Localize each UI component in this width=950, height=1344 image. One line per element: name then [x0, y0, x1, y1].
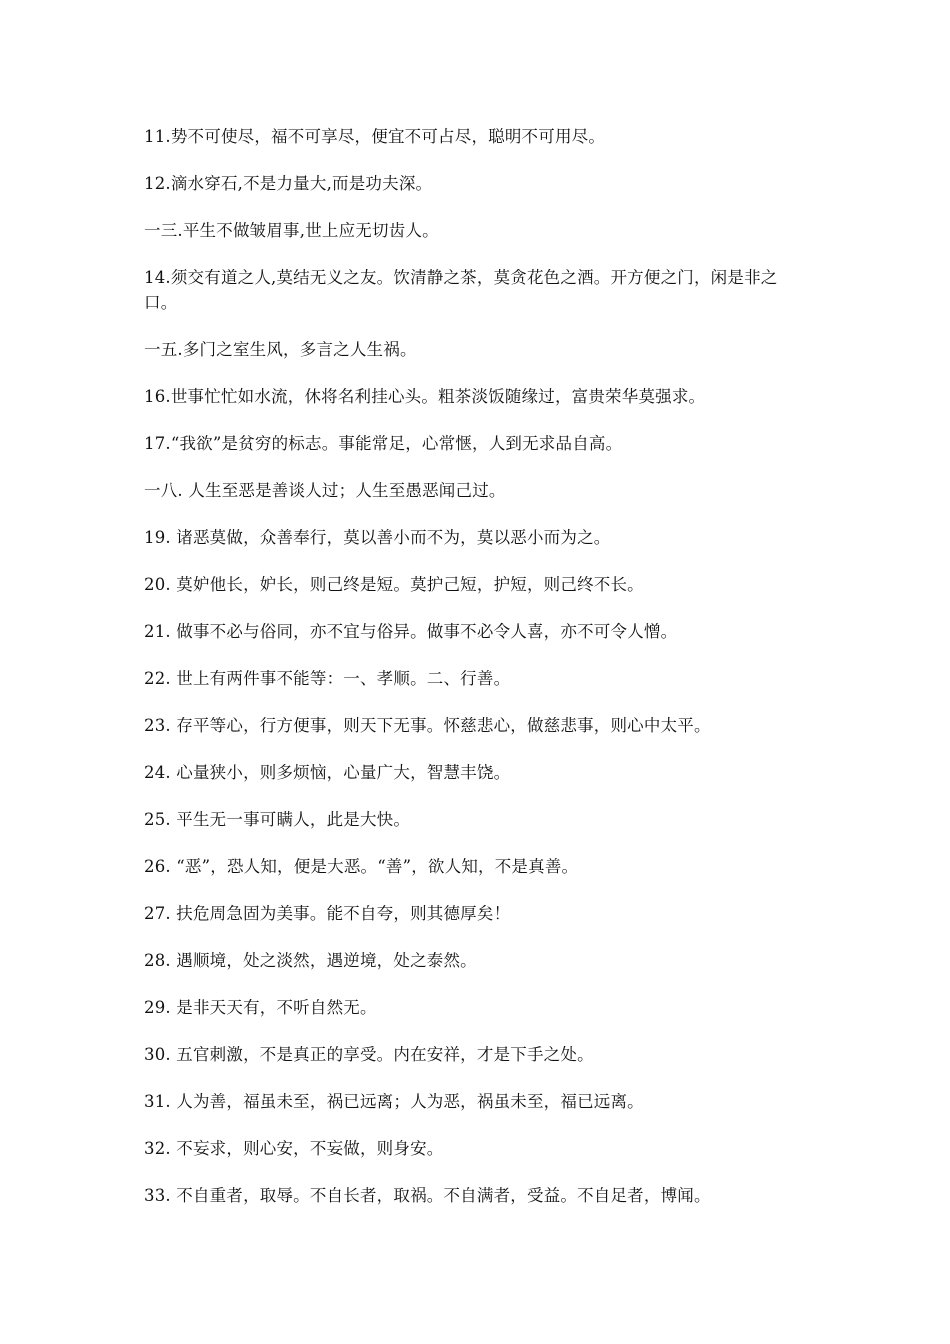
list-item: 23. 存平等心，行方便事，则天下无事。怀慈悲心，做慈悲事，则心中太平。: [144, 716, 711, 735]
list-item: 33. 不自重者，取辱。不自长者，取祸。不自满者，受益。不自足者，博闻。: [144, 1186, 711, 1205]
quote-list: [144, 124, 804, 1230]
list-item: 11.势不可使尽，福不可享尽，便宜不可占尽，聪明不可用尽。: [144, 127, 606, 146]
list-item: 29. 是非天天有，不听自然无。: [144, 998, 377, 1017]
list-item: 14.须交有道之人,莫结无义之友。饮清静之茶，莫贪花色之酒。开方便之门，闲是非之口。: [144, 268, 778, 312]
list-item: 26. “恶”，恐人知，便是大恶。“善”，欲人知，不是真善。: [144, 857, 579, 876]
list-item: 32. 不妄求，则心安，不妄做，则身安。: [144, 1139, 444, 1158]
list-item: 21. 做事不必与俗同，亦不宜与俗异。做事不必令人喜，亦不可令人憎。: [144, 622, 678, 641]
list-item: 20. 莫妒他长，妒长，则己终是短。莫护己短，护短，则己终不长。: [144, 575, 644, 594]
list-item: 30. 五官刺激，不是真正的享受。内在安祥，才是下手之处。: [144, 1045, 594, 1064]
list-item: 28. 遇顺境，处之淡然，遇逆境，处之泰然。: [144, 951, 477, 970]
list-item: 一三.平生不做皱眉事,世上应无切齿人。: [144, 221, 439, 240]
list-item: 一五.多门之室生风，多言之人生祸。: [144, 340, 417, 359]
list-item: 27. 扶危周急固为美事。能不自夸，则其德厚矣！: [144, 904, 511, 923]
list-item: 一八. 人生至恶是善谈人过；人生至愚恶闻己过。: [144, 481, 506, 500]
list-item: 22. 世上有两件事不能等：一、孝顺。二、行善。: [144, 669, 511, 688]
list-item: 31. 人为善，福虽未至，祸已远离；人为恶，祸虽未至，福已远离。: [144, 1092, 644, 1111]
list-item: 24. 心量狭小，则多烦恼，心量广大，智慧丰饶。: [144, 763, 511, 782]
list-item: 19. 诸恶莫做，众善奉行，莫以善小而不为，莫以恶小而为之。: [144, 528, 611, 547]
list-item: 17.“我欲”是贫穷的标志。事能常足，心常惬，人到无求品自高。: [144, 434, 623, 453]
list-item: 16.世事忙忙如水流，休将名利挂心头。粗茶淡饭随缘过，富贵荣华莫强求。: [144, 387, 706, 406]
list-item: 25. 平生无一事可瞒人，此是大快。: [144, 810, 411, 829]
list-item: 12.滴水穿石,不是力量大,而是功夫深。: [144, 174, 433, 193]
